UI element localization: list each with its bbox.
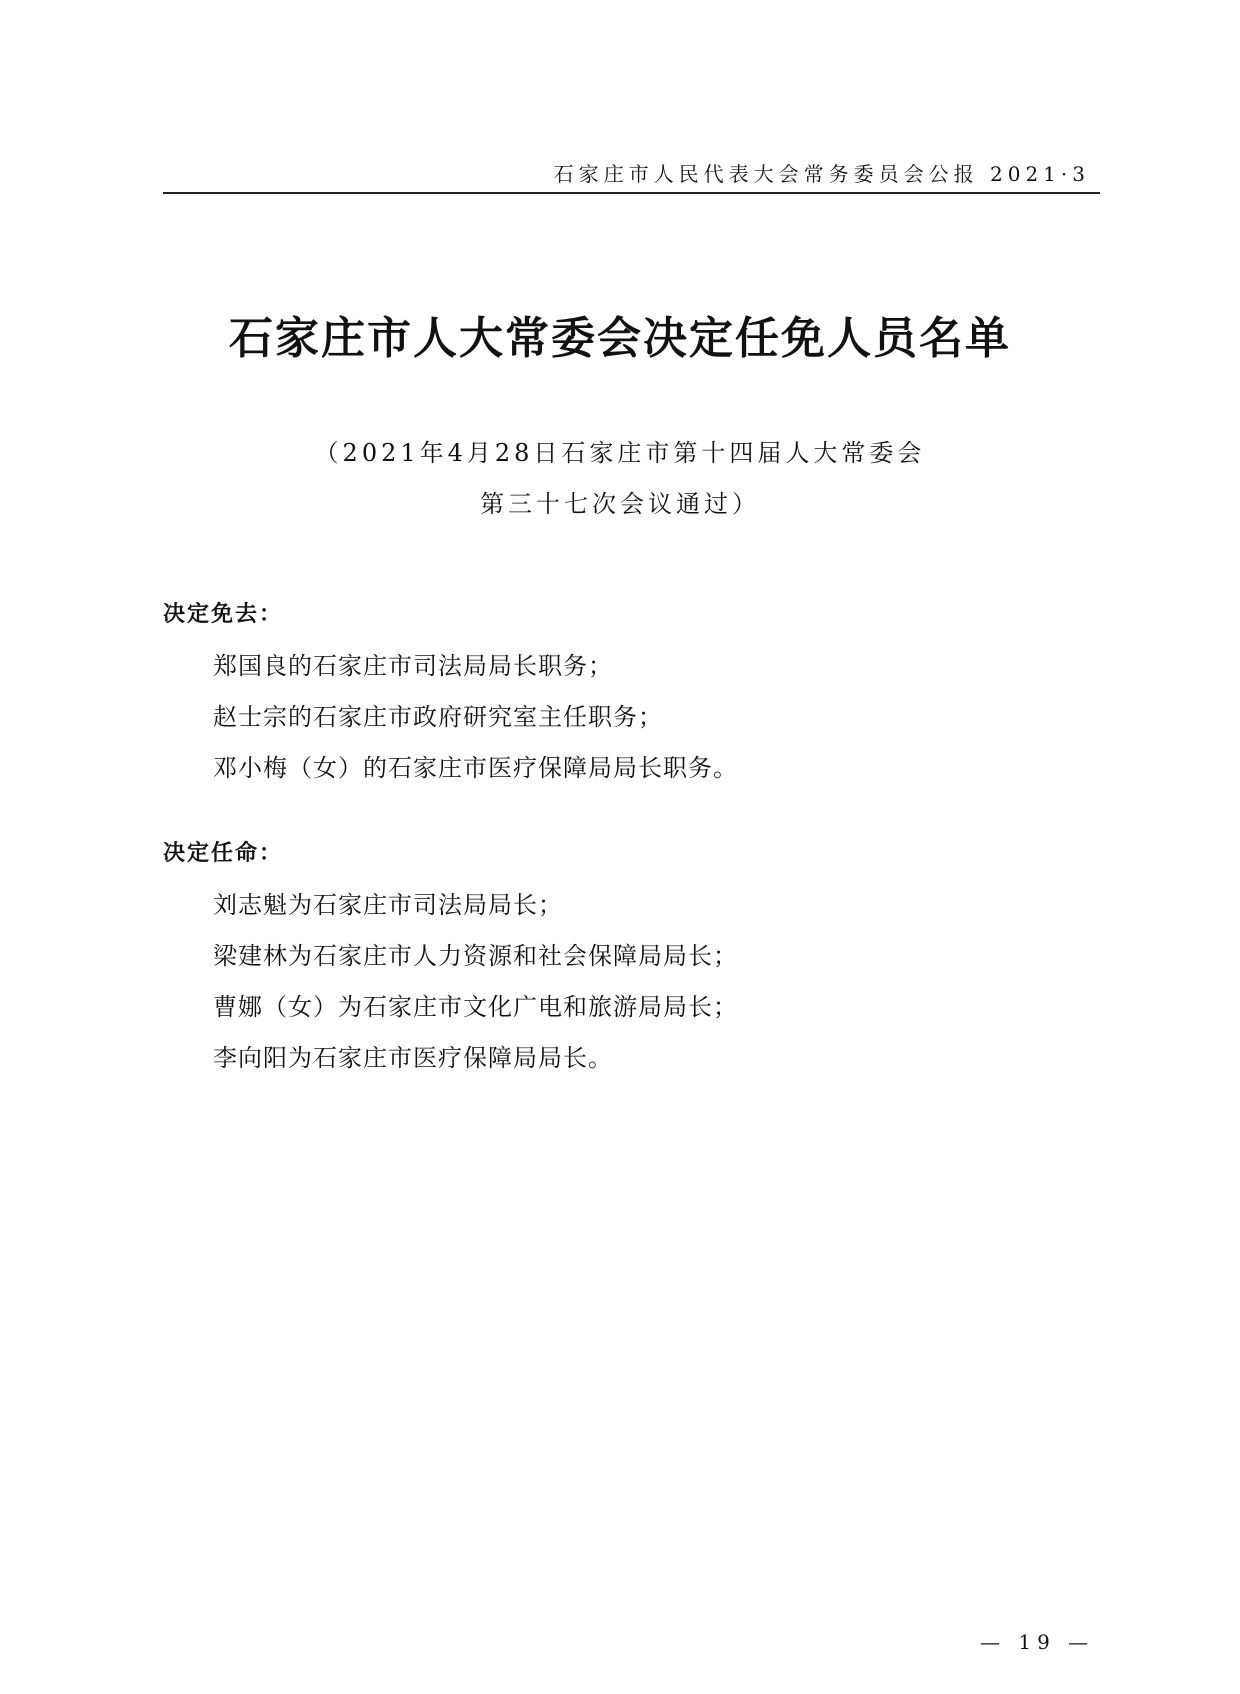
removal-item: 邓小梅（女）的石家庄市医疗保障局局长职务。: [213, 754, 738, 782]
appointment-item: 梁建林为石家庄市人力资源和社会保障局局长；: [213, 942, 738, 970]
subtitle-line-2: 第三十七次会议通过）: [480, 490, 760, 518]
publication-title: 石家庄市人民代表大会常务委员会公报 2021·3: [553, 162, 1090, 186]
appointments-heading: 决定任命：: [163, 841, 284, 866]
subtitle-line-1: （2021年4月28日石家庄市第十四届人大常委会: [314, 439, 926, 467]
appointment-item: 曹娜（女）为石家庄市文化广电和旅游局局长；: [213, 993, 738, 1021]
appointment-item: 刘志魁为石家庄市司法局局长；: [213, 891, 563, 919]
removal-item: 赵士宗的石家庄市政府研究室主任职务；: [213, 703, 663, 731]
document-title: 石家庄市人大常委会决定任免人员名单: [229, 313, 1011, 364]
appointment-item: 李向阳为石家庄市医疗保障局局长。: [213, 1044, 613, 1072]
running-header: [163, 150, 1100, 194]
removal-item: 郑国良的石家庄市司法局局长职务；: [213, 652, 613, 680]
page-number: — 19 —: [980, 1630, 1095, 1654]
removals-heading: 决定免去：: [163, 602, 284, 627]
